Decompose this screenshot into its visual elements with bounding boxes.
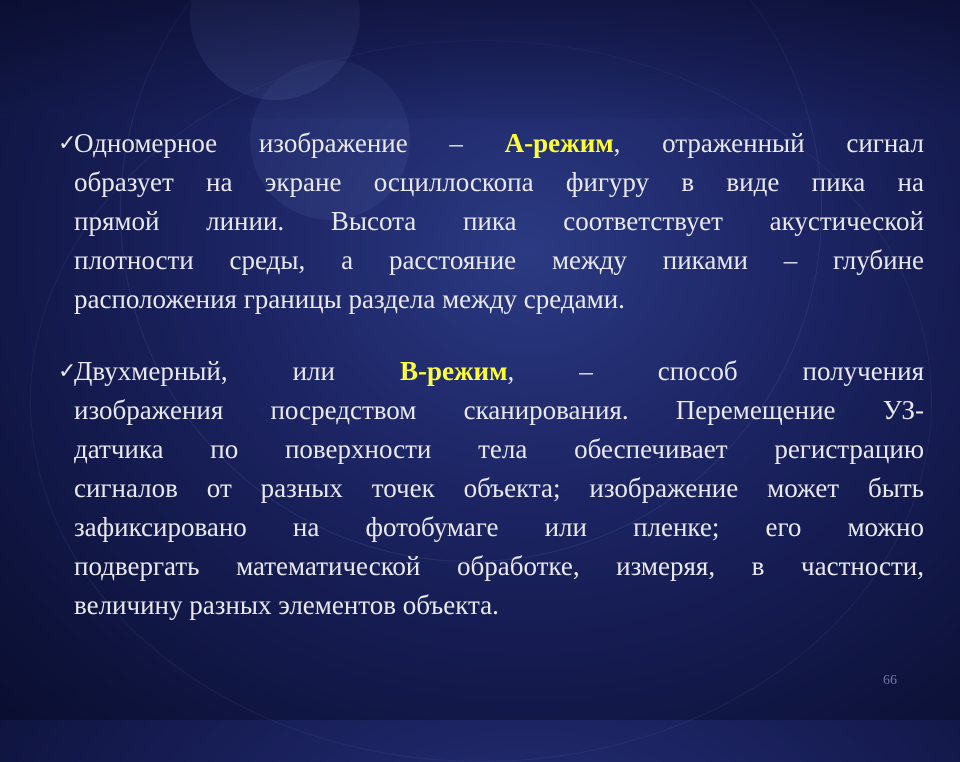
- header-band: [0, 0, 960, 118]
- line-text-post: , – способ получения: [507, 356, 924, 386]
- checkmark-icon: ✓: [58, 131, 77, 156]
- line-text: [74, 124, 924, 163]
- paragraph-line: подвергать математической обработке, измеряя, в частности,: [74, 551, 924, 581]
- paragraph-line: величину разных элементов объекта.: [74, 590, 499, 620]
- paragraph-line: расположения границы раздела между средами.: [74, 284, 625, 314]
- paragraph-line: [58, 124, 924, 163]
- line-text-pre: Одномерное изображение –: [74, 128, 505, 158]
- paragraph-line: образует на экране осциллоскопа фигуру в виде пика на: [74, 167, 924, 197]
- line-text-pre: Двухмерный, или: [74, 356, 400, 386]
- highlight-b-mode: В-режим: [399, 356, 508, 386]
- paragraph-line: плотности среды, а расстояние между пиками – глубине: [74, 245, 924, 275]
- checkmark-icon: ✓: [58, 359, 77, 384]
- line-text: [74, 352, 924, 391]
- paragraph-line: изображения посредством сканирования. Перемещение УЗ-: [74, 395, 924, 425]
- paragraph-a-mode: [58, 124, 924, 319]
- paragraph-line: датчика по поверхности тела обеспечивает регистрацию: [74, 434, 924, 464]
- paragraph-line: [58, 352, 924, 391]
- paragraph-line: прямой линии. Высота пика соответствует акустической: [74, 206, 924, 236]
- page-number: 66: [883, 673, 897, 688]
- highlight-a-mode: А-режим: [504, 128, 614, 158]
- paragraph-b-mode: [58, 352, 924, 625]
- paragraph-line: зафиксировано на фотобумаге или пленке; его можно: [74, 512, 924, 542]
- paragraph-line: сигналов от разных точек объекта; изображение может быть: [74, 473, 924, 503]
- line-text-post: , отраженный сигнал: [613, 128, 924, 158]
